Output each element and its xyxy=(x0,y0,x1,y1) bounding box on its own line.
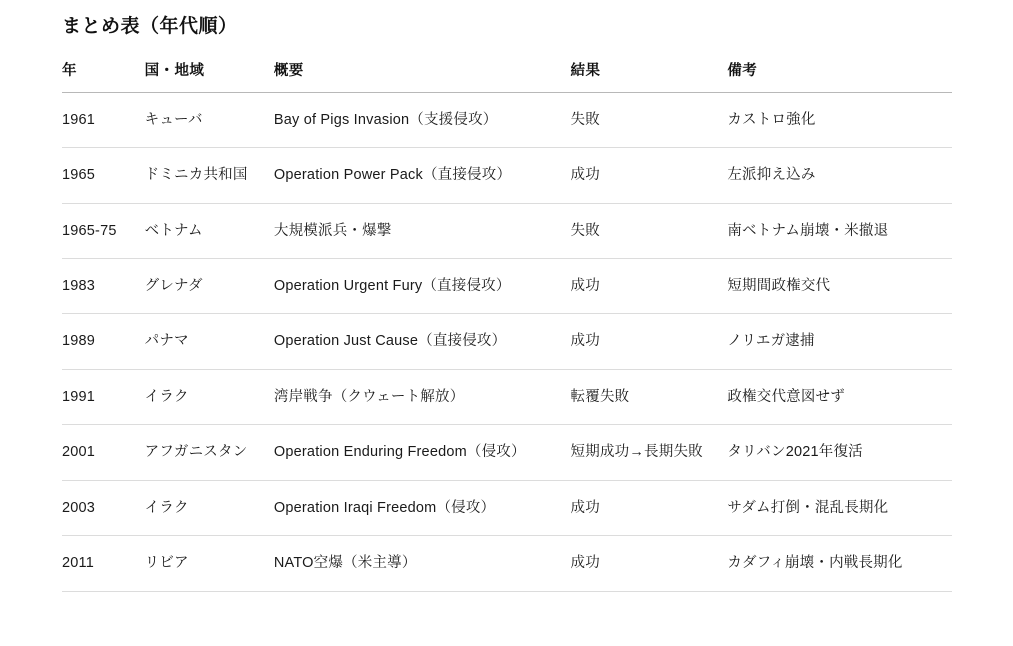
cell-year: 2003 xyxy=(62,480,145,535)
table-row xyxy=(62,314,952,369)
cell-region: イラク xyxy=(145,369,274,424)
table-row xyxy=(62,203,952,258)
cell-region: パナマ xyxy=(145,314,274,369)
cell-notes: カダフィ崩壊・内戦長期化 xyxy=(727,536,952,591)
cell-overview: Operation Just Cause（直接侵攻） xyxy=(274,314,571,369)
table-row xyxy=(62,259,952,314)
cell-region: ベトナム xyxy=(145,203,274,258)
cell-region: キューバ xyxy=(145,92,274,147)
cell-notes: 政権交代意図せず xyxy=(727,369,952,424)
cell-result: 転覆失敗 xyxy=(571,369,728,424)
cell-notes: タリバン2021年復活 xyxy=(727,425,952,480)
cell-year: 1991 xyxy=(62,369,145,424)
cell-result: 成功 xyxy=(571,259,728,314)
cell-year: 1965-75 xyxy=(62,203,145,258)
cell-notes: サダム打倒・混乱長期化 xyxy=(727,480,952,535)
cell-overview: NATO空爆（米主導） xyxy=(274,536,571,591)
table-body xyxy=(62,92,952,591)
page-title: まとめ表（年代順） xyxy=(62,16,238,37)
cell-year: 2001 xyxy=(62,425,145,480)
column-header-region: 国・地域 xyxy=(145,59,274,93)
cell-notes: 左派抑え込み xyxy=(727,148,952,203)
summary-table xyxy=(62,59,952,592)
cell-overview: Operation Power Pack（直接侵攻） xyxy=(274,148,571,203)
table-row xyxy=(62,425,952,480)
cell-year: 1961 xyxy=(62,92,145,147)
cell-result: 成功 xyxy=(571,536,728,591)
cell-notes: カストロ強化 xyxy=(727,92,952,147)
column-header-overview: 概要 xyxy=(274,59,571,93)
cell-year: 1983 xyxy=(62,259,145,314)
table-row xyxy=(62,92,952,147)
cell-result: 短期成功→長期失敗 xyxy=(571,425,728,480)
cell-overview: 湾岸戦争（クウェート解放） xyxy=(274,369,571,424)
cell-result: 成功 xyxy=(571,314,728,369)
cell-overview: Operation Enduring Freedom（侵攻） xyxy=(274,425,571,480)
cell-year: 1965 xyxy=(62,148,145,203)
table-row xyxy=(62,480,952,535)
cell-result: 失敗 xyxy=(571,203,728,258)
table-row xyxy=(62,369,952,424)
cell-notes: 南ベトナム崩壊・米撤退 xyxy=(727,203,952,258)
cell-year: 1989 xyxy=(62,314,145,369)
cell-region: ドミニカ共和国 xyxy=(145,148,274,203)
cell-region: グレナダ xyxy=(145,259,274,314)
cell-overview: Operation Urgent Fury（直接侵攻） xyxy=(274,259,571,314)
cell-result: 成功 xyxy=(571,148,728,203)
cell-result: 成功 xyxy=(571,480,728,535)
cell-region: リビア xyxy=(145,536,274,591)
cell-notes: ノリエガ逮捕 xyxy=(727,314,952,369)
cell-overview: 大規模派兵・爆撃 xyxy=(274,203,571,258)
cell-region: アフガニスタン xyxy=(145,425,274,480)
table-row xyxy=(62,536,952,591)
column-header-notes: 備考 xyxy=(727,59,952,93)
cell-notes: 短期間政権交代 xyxy=(727,259,952,314)
column-header-result: 結果 xyxy=(571,59,728,93)
cell-overview: Operation Iraqi Freedom（侵攻） xyxy=(274,480,571,535)
table-header-row xyxy=(62,59,952,93)
cell-result: 失敗 xyxy=(571,92,728,147)
cell-region: イラク xyxy=(145,480,274,535)
cell-overview: Bay of Pigs Invasion（支援侵攻） xyxy=(274,92,571,147)
table-header xyxy=(62,59,952,93)
table-row xyxy=(62,148,952,203)
cell-year: 2011 xyxy=(62,536,145,591)
column-header-year: 年 xyxy=(62,59,145,93)
